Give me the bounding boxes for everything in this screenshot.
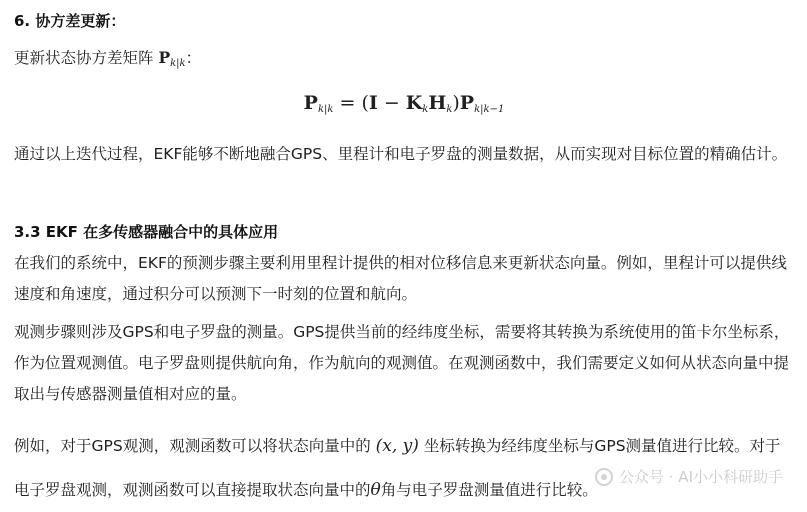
section-3-3-heading: 3.3 EKF 在多传感器融合中的具体应用	[14, 223, 279, 241]
intro-colon: ：	[185, 49, 202, 67]
formula-equals: = (	[333, 92, 369, 114]
watermark-text: 公众号 · AI小小科研助手	[619, 468, 783, 486]
formula-minus: −	[377, 92, 406, 114]
section-6-heading: 6. 协方差更新：	[14, 12, 126, 30]
formula-close-paren: )	[452, 92, 460, 114]
formula-jacobian: H	[428, 92, 447, 114]
intro-text: 更新状态协方差矩阵	[14, 49, 154, 67]
example-text-c: 角与电子罗盘测量值进行比较。	[380, 481, 598, 499]
formula-sub-kk: k|k	[317, 104, 334, 115]
formula-gain: K	[405, 92, 423, 114]
watermark	[595, 466, 783, 487]
matrix-p-symbol: P	[158, 48, 171, 67]
matrix-p-subscript: k|k	[170, 58, 186, 69]
theta-math: θ	[370, 480, 381, 500]
prediction-paragraph: 在我们的系统中，EKF的预测步骤主要利用里程计提供的相对位移信息来更新状态向量。例如，里程计可以提供线速度和角速度，通过积分可以预测下一时刻的位置和航向。	[14, 254, 787, 303]
formula-identity: I	[368, 92, 378, 114]
example-text-a: 例如，对于GPS观测，观测函数可以将状态向量中的	[14, 437, 371, 455]
section-6-intro	[14, 42, 792, 79]
wechat-logo-icon	[595, 468, 613, 486]
formula-p-prior: P	[459, 92, 475, 114]
formula-sub-k2: k	[446, 104, 453, 115]
covariance-update-formula	[14, 92, 794, 115]
formula-sub-kk1: k|k−1	[474, 104, 505, 115]
xy-math: (x, y)	[375, 436, 419, 456]
formula-p: P	[303, 92, 318, 114]
example-text-b: 坐标转换为经纬度坐标与GPS测量值进行比较。对于电子罗盘观测，观测函数可以直接提取状态向量中的	[14, 437, 781, 499]
summary-paragraph: 通过以上迭代过程，EKF能够不断地融合GPS、里程计和电子罗盘的测量数据，从而实现对目标位置的精确估计。	[14, 145, 788, 163]
observation-paragraph: 观测步骤则涉及GPS和电子罗盘的测量。GPS提供当前的经纬度坐标，需要将其转换为系统使用的笛卡尔坐标系，作为位置观测值。电子罗盘则提供航向角，作为航向的观测值。在观测函数中，我们需要定义如何从状态向量中提取出与传感器测量值相对应的量。	[14, 323, 790, 403]
formula-sub-k1: k	[422, 104, 429, 115]
